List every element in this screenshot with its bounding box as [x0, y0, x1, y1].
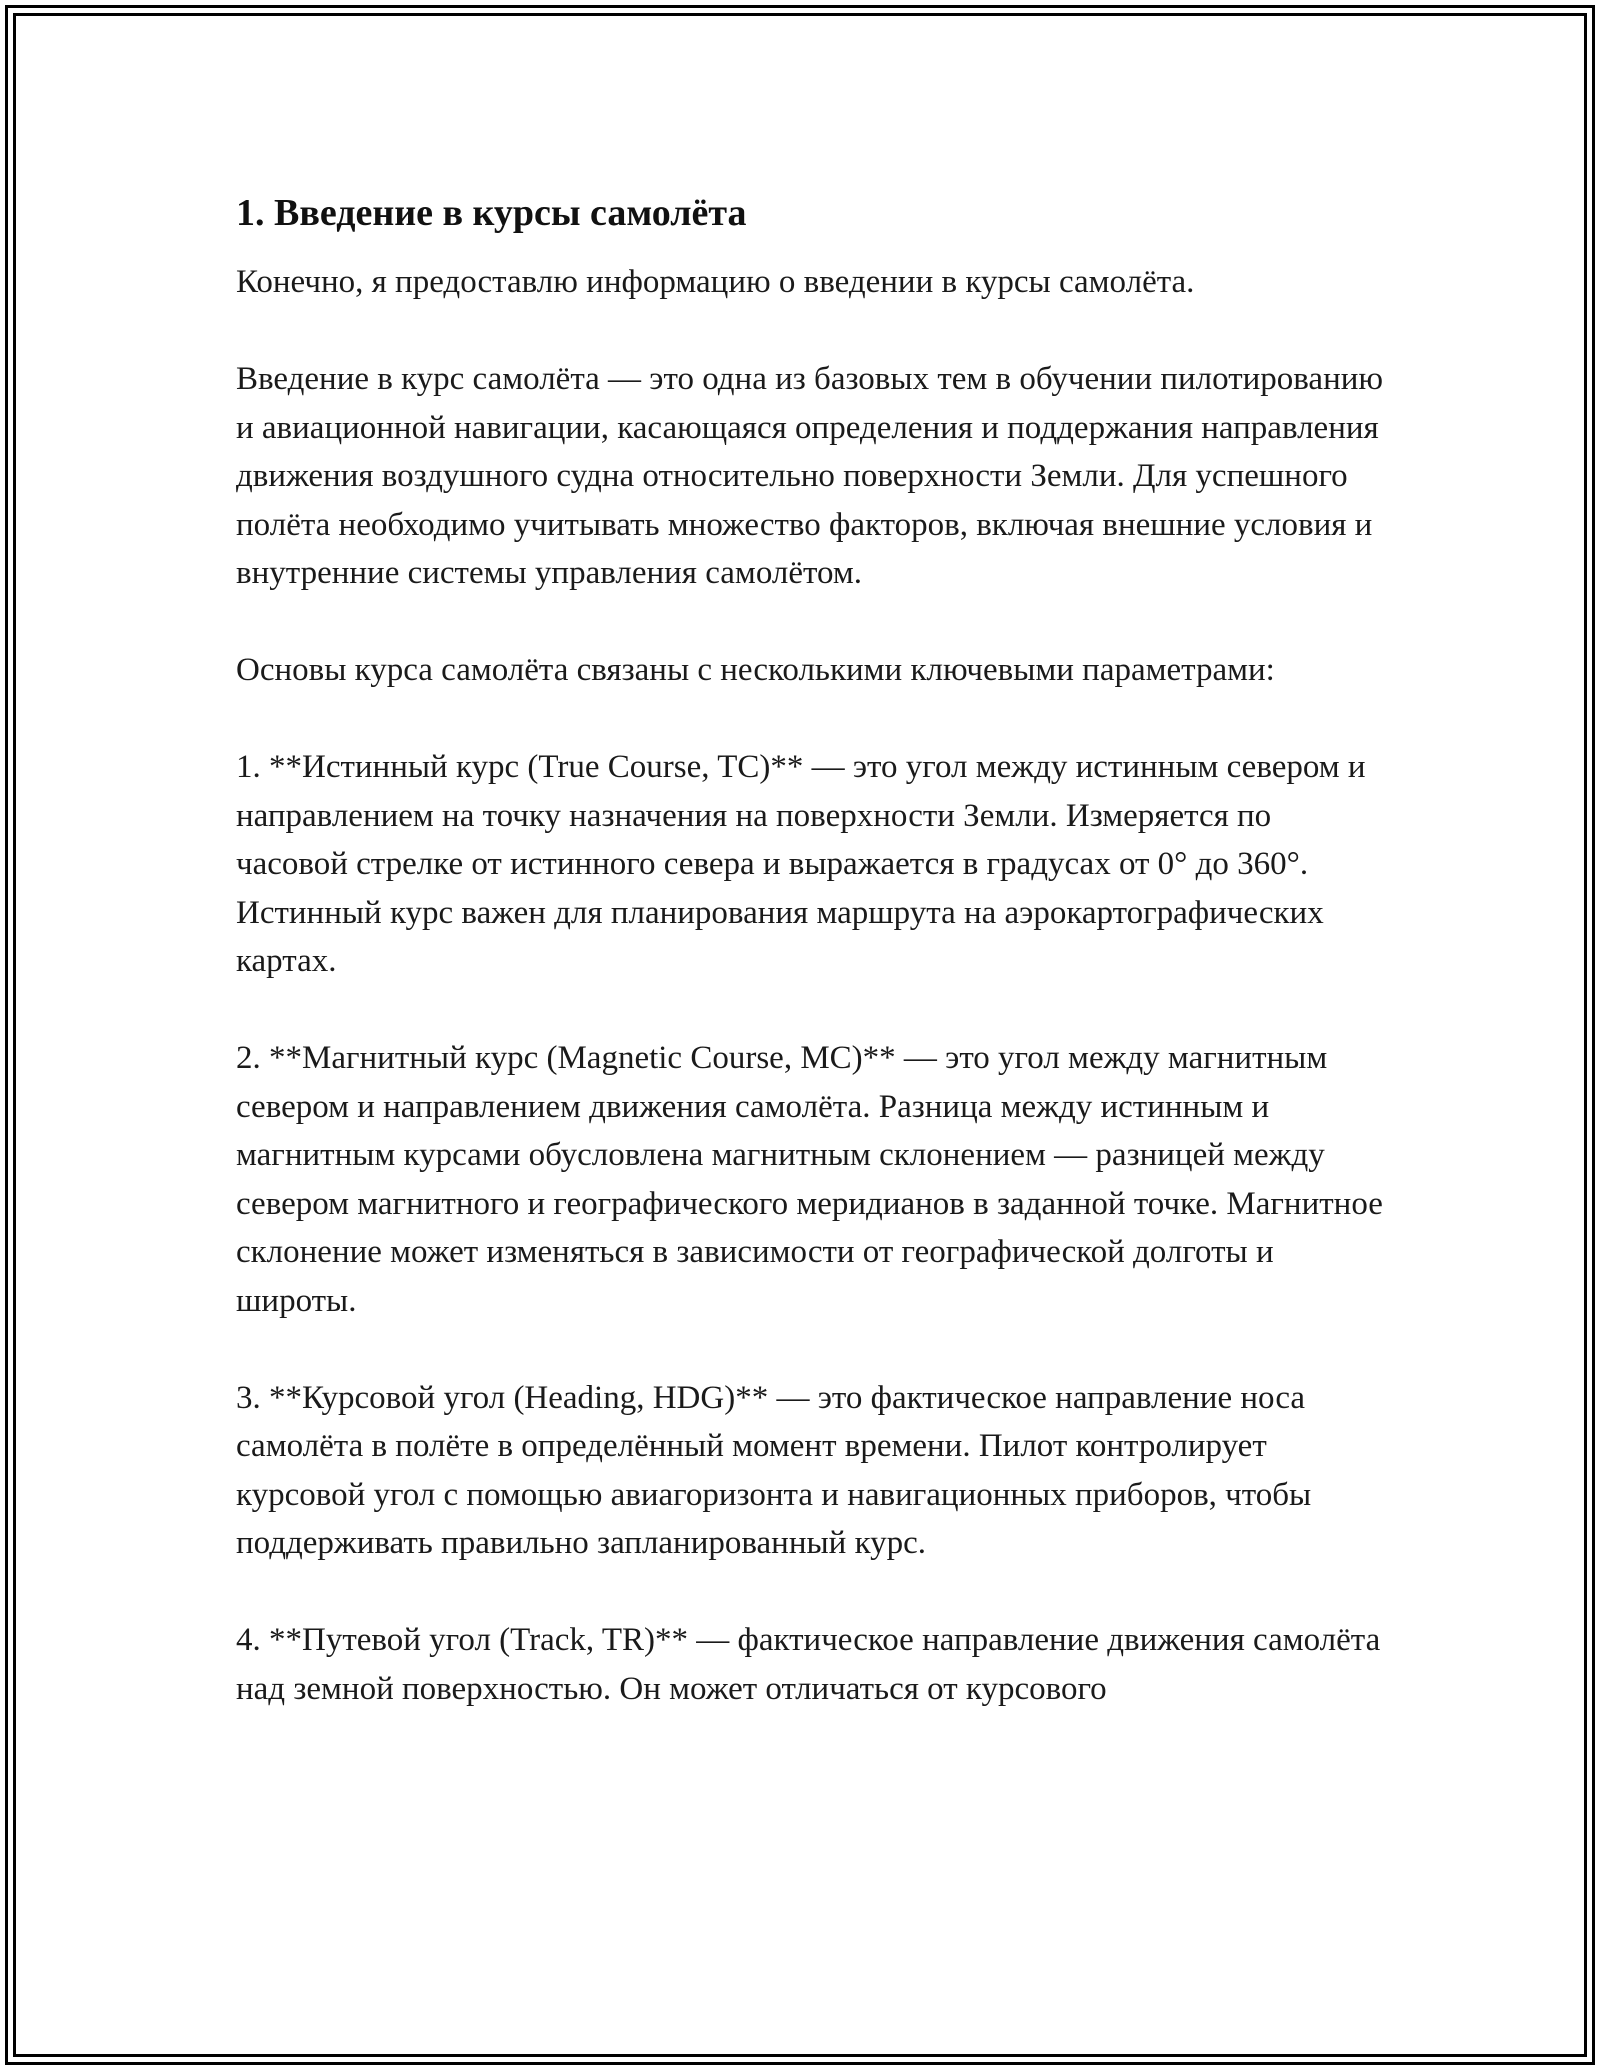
list-item-magnetic-course: 2. **Магнитный курс (Magnetic Course, MC)** — это угол между магнитным севером и направлением движения самолёта. Разница между истинным и магнитным курсами обусловлена магнитным склонением — разницей между севером магнитного и географического меридианов в заданной точке. Магнитное склонение может изменяться в зависимости от географической долготы и широты.	[236, 1040, 1383, 1319]
paragraph-overview: Введение в курс самолёта — это одна из базовых тем в обучении пилотированию и авиационной навигации, касающаяся определения и поддержания направления движения воздушного судна относительно поверхности Земли. Для успешного полёта необходимо учитывать множество факторов, включая внешние условия и внутренние системы управления самолётом.	[236, 361, 1384, 591]
list-item-heading: 3. **Курсовой угол (Heading, HDG)** — это фактическое направление носа самолёта в полёте в определённый момент времени. Пилот контролирует курсовой угол с помощью авиагоризонта и навигационных приборов, чтобы поддерживать правильно запланированный курс.	[236, 1379, 1312, 1561]
document-title: 1. Введение в курсы самолёта	[236, 192, 747, 234]
paragraph-parameters-lead: Основы курса самолёта связаны с несколькими ключевыми параметрами:	[236, 652, 1275, 688]
list-item-track: 4. **Путевой угол (Track, TR)** — фактическое направление движения самолёта над земной поверхностью. Он может отличаться от курсового	[236, 1622, 1381, 1707]
document-body	[236, 188, 1386, 1713]
paragraph-intro: Конечно, я предоставлю информацию о введении в курсы самолёта.	[236, 264, 1195, 300]
list-item-true-course: 1. **Истинный курс (True Course, TC)** — это угол между истинным севером и направлением на точку назначения на поверхности Земли. Измеряется по часовой стрелке от истинного севера и выражается в градусах от 0° до 360°. Истинный курс важен для планирования маршрута на аэрокартографических картах.	[236, 749, 1366, 979]
